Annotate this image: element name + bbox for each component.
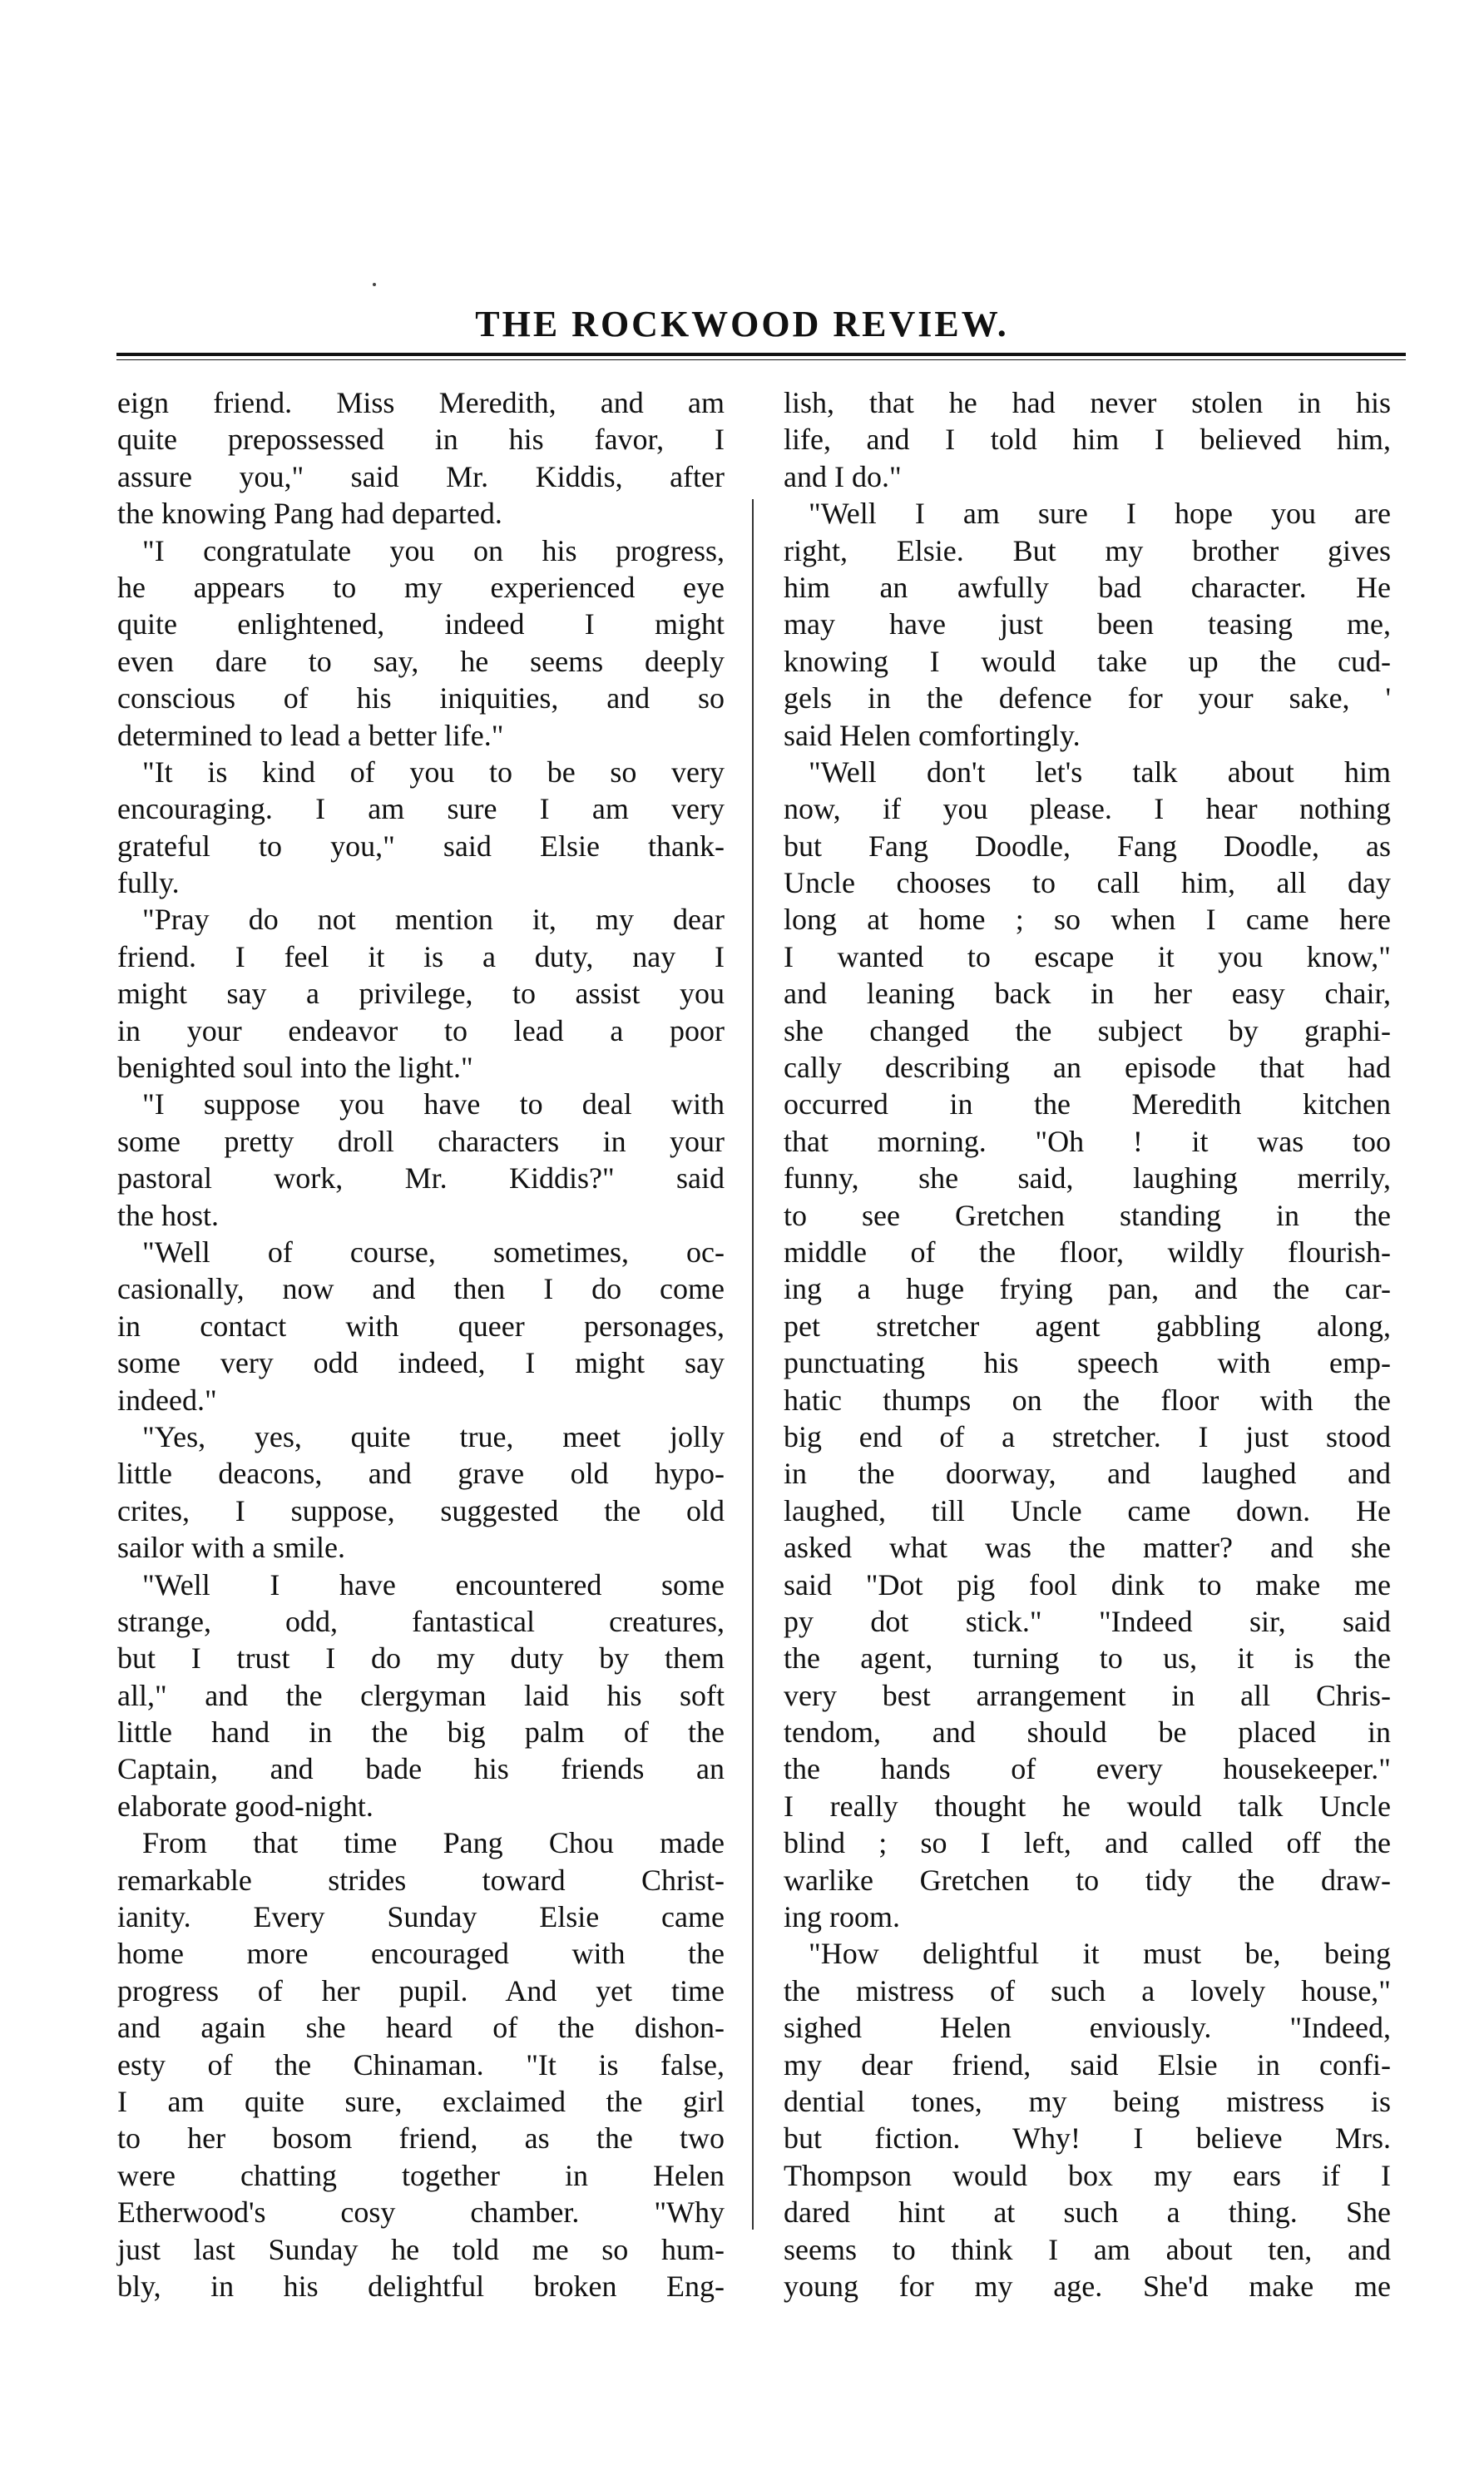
text-line: indeed." [117, 1383, 217, 1417]
text-line: in your endeavor to lead a poor [117, 1013, 725, 1047]
left-column [117, 384, 725, 2304]
text-line: dared hint at such a thing. She [784, 2195, 1391, 2230]
text-line: hatic thumps on the floor with the [784, 1383, 1391, 1417]
text-line: now, if you please. I hear nothing [784, 792, 1391, 826]
text-line: encouraging. I am sure I am very [117, 792, 725, 826]
text-line: "Pray do not mention it, my dear [142, 903, 725, 937]
text-line: and again she heard of the dishon- [117, 2011, 725, 2045]
text-line: and leaning back in her easy chair, [784, 977, 1391, 1011]
text-line: little deacons, and grave old hypo- [117, 1457, 725, 1491]
text-line: progress of her pupil. And yet time [117, 1973, 725, 2007]
text-line: punctuating his speech with emp- [784, 1346, 1391, 1380]
text-line: to her bosom friend, as the two [117, 2121, 725, 2156]
text-line: some very odd indeed, I might say [117, 1346, 725, 1380]
text-line: that morning. "Oh ! it was too [784, 1124, 1391, 1158]
text-line: asked what was the matter? and she [784, 1531, 1391, 1565]
text-line: Captain, and bade his friends an [117, 1752, 725, 1786]
text-line: but Fang Doodle, Fang Doodle, as [784, 829, 1391, 863]
text-line: but fiction. Why! I believe Mrs. [784, 2121, 1391, 2156]
text-line: assure you," said Mr. Kiddis, after [117, 459, 725, 493]
text-line: From that time Pang Chou made [142, 1826, 725, 1860]
text-line: pet stretcher agent gabbling along, [784, 1309, 1391, 1343]
text-line: seems to think I am about ten, and [784, 2232, 1391, 2266]
text-line: "I suppose you have to deal with [142, 1087, 725, 1121]
text-line: "Well I am sure I hope you are [809, 497, 1391, 531]
text-line: Thompson would box my ears if I [784, 2158, 1391, 2192]
text-line: lish, that he had never stolen in his [784, 386, 1391, 419]
text-line: ing room. [784, 1900, 900, 1934]
text-line: I really thought he would talk Uncle [784, 1789, 1391, 1823]
text-line: I wanted to escape it you know," [784, 939, 1391, 973]
text-line: grateful to you," said Elsie thank- [117, 829, 725, 863]
text-line: quite prepossessed in his favor, I [117, 423, 725, 457]
text-line: "Well of course, sometimes, oc- [142, 1235, 725, 1269]
text-line: middle of the floor, wildly flourish- [784, 1235, 1391, 1269]
text-line: benighted soul into the light." [117, 1051, 473, 1085]
text-line: he appears to my experienced eye [117, 570, 725, 604]
text-line: bly, in his delightful broken Eng- [117, 2269, 725, 2303]
text-line: py dot stick." "Indeed sir, said [784, 1604, 1391, 1638]
text-line: esty of the Chinaman. "It is false, [117, 2047, 725, 2082]
text-line: in the doorway, and laughed and [784, 1457, 1391, 1491]
text-line: my dear friend, said Elsie in confi- [784, 2047, 1391, 2082]
text-line: sighed Helen enviously. "Indeed, [784, 2011, 1391, 2045]
text-line: I am quite sure, exclaimed the girl [117, 2084, 725, 2118]
text-line: she changed the subject by graphi- [784, 1013, 1391, 1047]
text-line: eign friend. Miss Meredith, and am [117, 386, 725, 419]
text-line: said Helen comfortingly. [784, 718, 1081, 752]
text-line: the knowing Pang had departed. [117, 497, 502, 531]
text-line: the mistress of such a lovely house," [784, 1973, 1391, 2007]
text-line: some pretty droll characters in your [117, 1124, 725, 1158]
text-line: determined to lead a better life." [117, 718, 504, 752]
text-line: sailor with a smile. [117, 1531, 345, 1565]
text-line: laughed, till Uncle came down. He [784, 1493, 1391, 1527]
text-line: all," and the clergyman laid his soft [117, 1678, 725, 1712]
text-line: elaborate good-night. [117, 1789, 373, 1823]
text-line: conscious of his iniquities, and so [117, 681, 725, 715]
text-line: strange, odd, fantastical creatures, [117, 1604, 725, 1638]
text-line: young for my age. She'd make me [784, 2269, 1391, 2303]
text-line: "Well don't let's talk about him [809, 755, 1391, 789]
running-header: THE ROCKWOOD REVIEW. [475, 304, 1009, 344]
text-line: "I congratulate you on his progress, [142, 533, 725, 567]
column-divider [752, 499, 754, 2230]
header-rule [116, 353, 1406, 356]
text-line: long at home ; so when I came here [784, 903, 1391, 937]
text-line: dential tones, my being mistress is [784, 2084, 1391, 2118]
text-line: the host. [117, 1198, 219, 1232]
text-line: ing a huge frying pan, and the car- [784, 1272, 1391, 1306]
text-line: "Well I have encountered some [142, 1567, 725, 1601]
text-line: big end of a stretcher. I just stood [784, 1419, 1391, 1453]
text-line: Uncle chooses to call him, all day [784, 866, 1391, 900]
text-line: pastoral work, Mr. Kiddis?" said [117, 1161, 725, 1195]
text-line: occurred in the Meredith kitchen [784, 1087, 1391, 1121]
text-line: "Yes, yes, quite true, meet jolly [142, 1419, 725, 1453]
text-line: remarkable strides toward Christ- [117, 1863, 725, 1897]
text-line: blind ; so I left, and called off the [784, 1826, 1391, 1860]
text-line: warlike Gretchen to tidy the draw- [784, 1863, 1391, 1897]
text-line: quite enlightened, indeed I might [117, 607, 725, 641]
text-line: friend. I feel it is a duty, nay I [117, 939, 725, 973]
text-line: to see Gretchen standing in the [784, 1198, 1391, 1232]
text-line: but I trust I do my duty by them [117, 1641, 725, 1676]
text-line: crites, I suppose, suggested the old [117, 1493, 725, 1527]
text-line: fully. [117, 866, 180, 900]
text-line: just last Sunday he told me so hum- [117, 2232, 725, 2266]
text-line: him an awfully bad character. He [784, 570, 1391, 604]
text-line: Etherwood's cosy chamber. "Why [117, 2195, 725, 2230]
print-speck [373, 283, 376, 286]
right-column [784, 384, 1391, 2304]
text-line: home more encouraged with the [117, 1937, 725, 1971]
header-rule-thin [116, 359, 1406, 360]
text-line: "It is kind of you to be so very [142, 755, 725, 789]
text-line: may have just been teasing me, [784, 607, 1391, 641]
text-line: right, Elsie. But my brother gives [784, 533, 1391, 567]
text-line: ianity. Every Sunday Elsie came [117, 1900, 725, 1934]
text-line: said "Dot pig fool dink to make me [784, 1567, 1391, 1601]
text-line: funny, she said, laughing merrily, [784, 1161, 1391, 1195]
text-line: in contact with queer personages, [117, 1309, 725, 1343]
text-line: casionally, now and then I do come [117, 1272, 725, 1306]
text-line: tendom, and should be placed in [784, 1715, 1391, 1750]
text-line: were chatting together in Helen [117, 2158, 725, 2192]
text-line: life, and I told him I believed him, [784, 423, 1391, 457]
text-line: even dare to say, he seems deeply [117, 644, 725, 678]
text-line: the hands of every housekeeper." [784, 1752, 1391, 1786]
text-line: might say a privilege, to assist you [117, 977, 725, 1011]
text-line: gels in the defence for your sake, ' [784, 681, 1391, 715]
text-line: "How delightful it must be, being [809, 1937, 1391, 1971]
text-line: and I do." [784, 459, 902, 493]
text-line: little hand in the big palm of the [117, 1715, 725, 1750]
text-line: cally describing an episode that had [784, 1051, 1391, 1085]
text-line: the agent, turning to us, it is the [784, 1641, 1391, 1676]
text-line: very best arrangement in all Chris- [784, 1678, 1391, 1712]
text-line: knowing I would take up the cud- [784, 644, 1391, 678]
